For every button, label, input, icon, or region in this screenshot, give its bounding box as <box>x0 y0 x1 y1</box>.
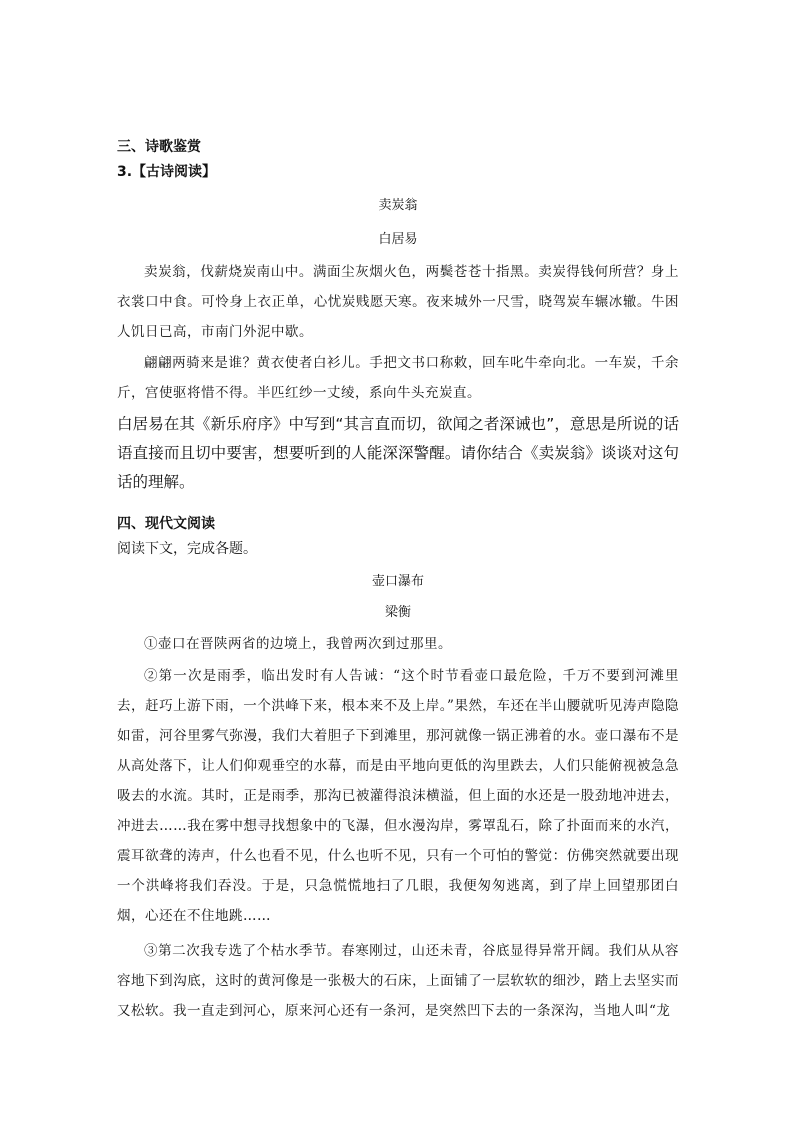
article-paragraph-3: ③第二次我专选了个枯水季节。春寒刚过，山还未青，谷底显得异常开阔。我们从从容容地下到沟底，这时的黄河像是一张极大的石床，上面铺了一层软软的细沙，踏上去坚实而又松软。我一直走到河心，原来河心还有一条河，是突然凹下去的一条深沟，当地人叫“龙 <box>117 943 679 1019</box>
article-author: 梁衡 <box>384 605 411 620</box>
poem-stanza-2: 翩翩两骑来是谁？黄衣使者白衫儿。手把文书口称敕，回车叱牛牵向北。一车炭，千余斤，宫使驱将惜不得。半匹红纱一丈绫，系向牛头充炭直。 <box>117 355 679 401</box>
poem-author: 白居易 <box>378 232 418 247</box>
section-3-heading: 三、诗歌鉴赏 <box>117 139 201 155</box>
reading-instruction: 阅读下文，完成各题。 <box>117 541 257 557</box>
article-title: 壶口瀑布 <box>371 574 424 589</box>
article-paragraph-2: ②第一次是雨季，临出发时有人告诫：“这个时节看壶口最危险，千万不要到河滩里去，赶巧上游下雨，一个洪峰下来，根本来不及上岸。”果然，车还在半山腰就听见涛声隐隐如雷，河谷里雾气弥漫，我们大着胆子下到滩里，那河就像一锅正沸着的水。壶口瀑布不是从高处落下，让人们仰观垂空的水幕，而是由平地向更低的沟里跌去，人们只能俯视被急急吸去的水流。其时，正是雨季，那沟已被灌得浪沫横溢，但上面的水还是一股劲地冲进去，冲进去……我在雾中想寻找想象中的飞瀑，但水漫沟岸，雾罩乱石，除了扑面而来的水汽，震耳欲聋的涛声，什么也看不见，什么也听不见，只有一个可怕的警觉：仿佛突然就要出现一个洪峰将我们吞没。于是，只急慌慌地扫了几眼，我便匆匆逃离，到了岸上回望那团白烟，心还在不住地跳…… <box>117 668 679 924</box>
question-3-prompt: 白居易在其《新乐府序》中写到“其言直而切，欲闻之者深诫也”，意思是所说的话语直接而且切中要害，想要听到的人能深深警醒。请你结合《卖炭翁》谈谈对这句话的理解。 <box>117 415 679 491</box>
section-4-heading: 四、现代文阅读 <box>117 516 215 532</box>
poem-stanza-1: 卖炭翁，伐薪烧炭南山中。满面尘灰烟火色，两鬓苍苍十指黑。卖炭得钱何所营？身上衣裳口中食。可怜身上衣正单，心忧炭贱愿天寒。夜来城外一尺雪，晓驾炭车辗冰辙。牛困人饥日已高，市南门外泥中歇。 <box>117 264 679 340</box>
question-3-label: 3.【古诗阅读】 <box>117 164 217 180</box>
article-paragraph-1: ①壶口在晋陕两省的边境上，我曾两次到过那里。 <box>144 636 452 652</box>
poem-title: 卖炭翁 <box>378 198 418 213</box>
